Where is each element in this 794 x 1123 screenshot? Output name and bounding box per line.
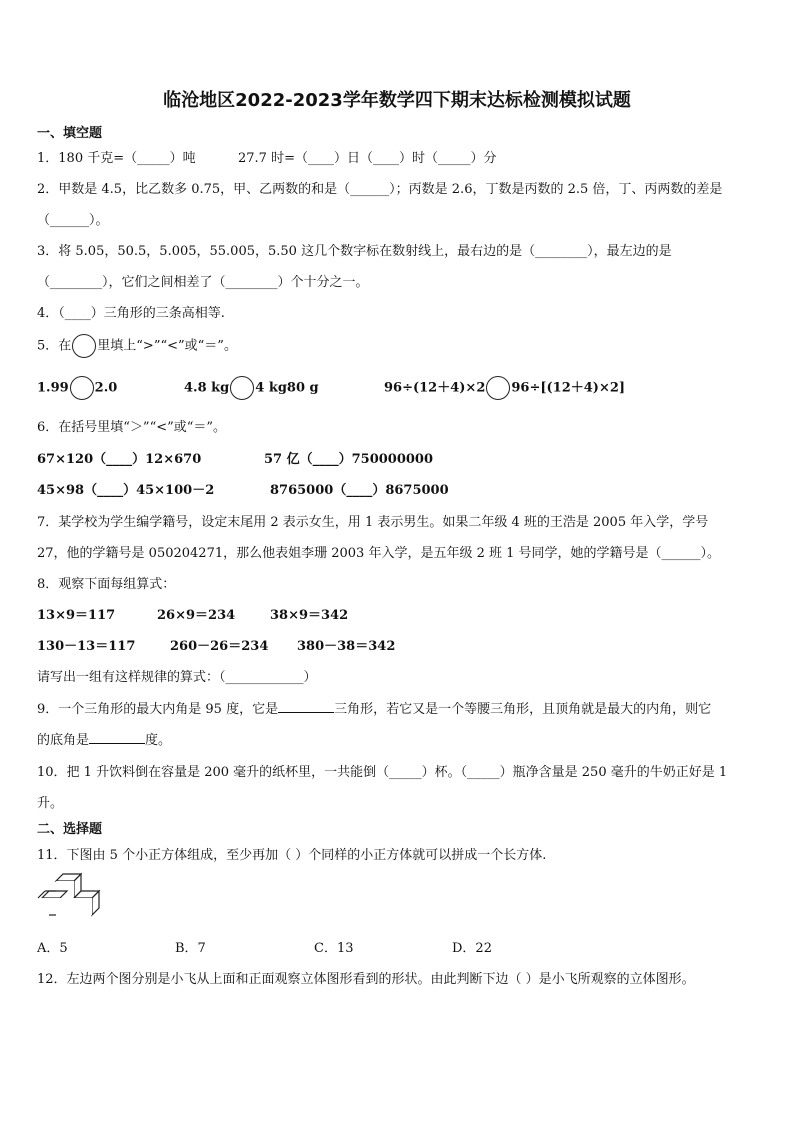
q5-pre: 5．在 <box>37 338 72 354</box>
q5-instruction <box>37 334 237 358</box>
q2-line-1: 2．甲数是 4.5，比乙数多 0.75，甲、乙两数的和是（______）；丙数是 2.6，丁数是丙数的 2.5 倍，丁、丙两数的差是 <box>37 182 723 197</box>
q8-eq-5: 260－26＝234 <box>170 639 269 654</box>
q8-eq-6: 380－38＝342 <box>297 639 396 654</box>
circle-icon <box>72 334 96 358</box>
q1-part-a: 1．180 千克=（_____）吨 <box>37 151 196 166</box>
q5-item-b <box>184 376 319 400</box>
q9-l1b: 三角形，若它又是一个等腰三角形，且顶角就是最大的内角，则它 <box>334 702 712 717</box>
q1-part-b: 27.7 时=（____）日（____）时（_____）分 <box>238 151 497 166</box>
q6-instruction: 6．在括号里填“＞”“<”或“＝”。 <box>37 420 227 435</box>
q5-b-right: 4 kg80 g <box>255 380 319 396</box>
q6-item-c: 45×98（____）45×100－2 <box>37 483 215 498</box>
q5-a-right: 2.0 <box>94 380 118 396</box>
q3-line-2: （________），它们之间相差了（________）个十分之一。 <box>37 275 369 290</box>
q5-c-right: 96÷[(12＋4)×2] <box>511 380 626 396</box>
q9-l2a: 的底角是 <box>37 733 90 748</box>
q9-line-2 <box>37 729 171 748</box>
q11-option-a[interactable]: A．5 <box>37 941 68 956</box>
q11-option-b[interactable]: B．7 <box>175 941 206 956</box>
q5-item-c <box>384 376 625 400</box>
q9-blank-2[interactable] <box>89 732 145 744</box>
q9-blank-1[interactable] <box>278 701 334 713</box>
q5-b-left: 4.8 kg <box>184 380 230 396</box>
q8-eq-2: 26×9＝234 <box>157 608 236 623</box>
compare-circle-c[interactable] <box>486 376 510 400</box>
compare-circle-a[interactable] <box>70 376 94 400</box>
q6-item-a: 67×120（____）12×670 <box>37 452 202 467</box>
q4-line-1: 4．（____）三角形的三条高相等. <box>37 306 225 321</box>
q8-eq-3: 38×9＝342 <box>270 608 349 623</box>
compare-circle-b[interactable] <box>230 376 254 400</box>
q7-line-2: 27，他的学籍号是 050204271，那么他表姐李珊 2003 年入学，是五年级 2 班 1 号同学，她的学籍号是（______）。 <box>37 546 721 561</box>
q6-item-b: 57 亿（____）750000000 <box>264 452 434 467</box>
q8-eq-4: 130－13＝117 <box>37 639 136 654</box>
q12-line-1: 12．左边两个图分别是小飞从上面和正面观察立体图形看到的形状。由此判断下边（ ）是小飞所观察的立体图形。 <box>37 972 695 987</box>
q5-c-left: 96÷(12＋4)×2 <box>384 380 486 396</box>
q10-line-1: 10．把 1 升饮料倒在容量是 200 毫升的纸杯里，一共能倒（_____）杯。（_____）瓶净含量是 250 毫升的牛奶正好是 1 <box>37 765 728 780</box>
q11-option-c[interactable]: C．13 <box>314 941 354 956</box>
q7-line-1: 7．某学校为学生编学籍号，设定末尾用 2 表示女生，用 1 表示男生。如果二年级 4 班的王浩是 2005 年入学，学号 <box>37 515 709 530</box>
section-choice: 二、选择题 <box>37 822 103 837</box>
section-fill-blank: 一、填空题 <box>37 126 103 141</box>
q11-option-d[interactable]: D．22 <box>452 941 492 956</box>
q6-item-d: 8765000（____）8675000 <box>270 483 449 498</box>
q8-eq-1: 13×9＝117 <box>37 608 116 623</box>
q5-post: 里填上“>”“<”或“＝”。 <box>97 338 237 354</box>
q9-line-1 <box>37 698 711 717</box>
q9-l1a: 9．一个三角形的最大内角是 95 度，它是 <box>37 702 279 717</box>
q10-line-2: 升。 <box>37 796 64 811</box>
q9-l2b: 度。 <box>145 733 172 748</box>
cube-stack-figure <box>36 871 102 923</box>
q3-line-1: 3．将 5.05，50.5，5.005，55.005，5.50 这几个数字标在数射线上，最右边的是（________），最左边的是 <box>37 244 672 259</box>
q11-line-1: 11．下图由 5 个小正方体组成，至少再加（ ）个同样的小正方体就可以拼成一个长方体. <box>37 848 547 863</box>
q2-line-2: （______）。 <box>37 213 109 228</box>
q8-prompt: 请写出一组有这样规律的算式：（____________） <box>37 670 317 685</box>
q8-instruction: 8．观察下面每组算式： <box>37 577 176 592</box>
page-title: 临沧地区2022-2023学年数学四下期末达标检测模拟试题 <box>163 90 631 111</box>
q5-item-a <box>37 376 117 400</box>
q5-a-left: 1.99 <box>37 380 69 396</box>
